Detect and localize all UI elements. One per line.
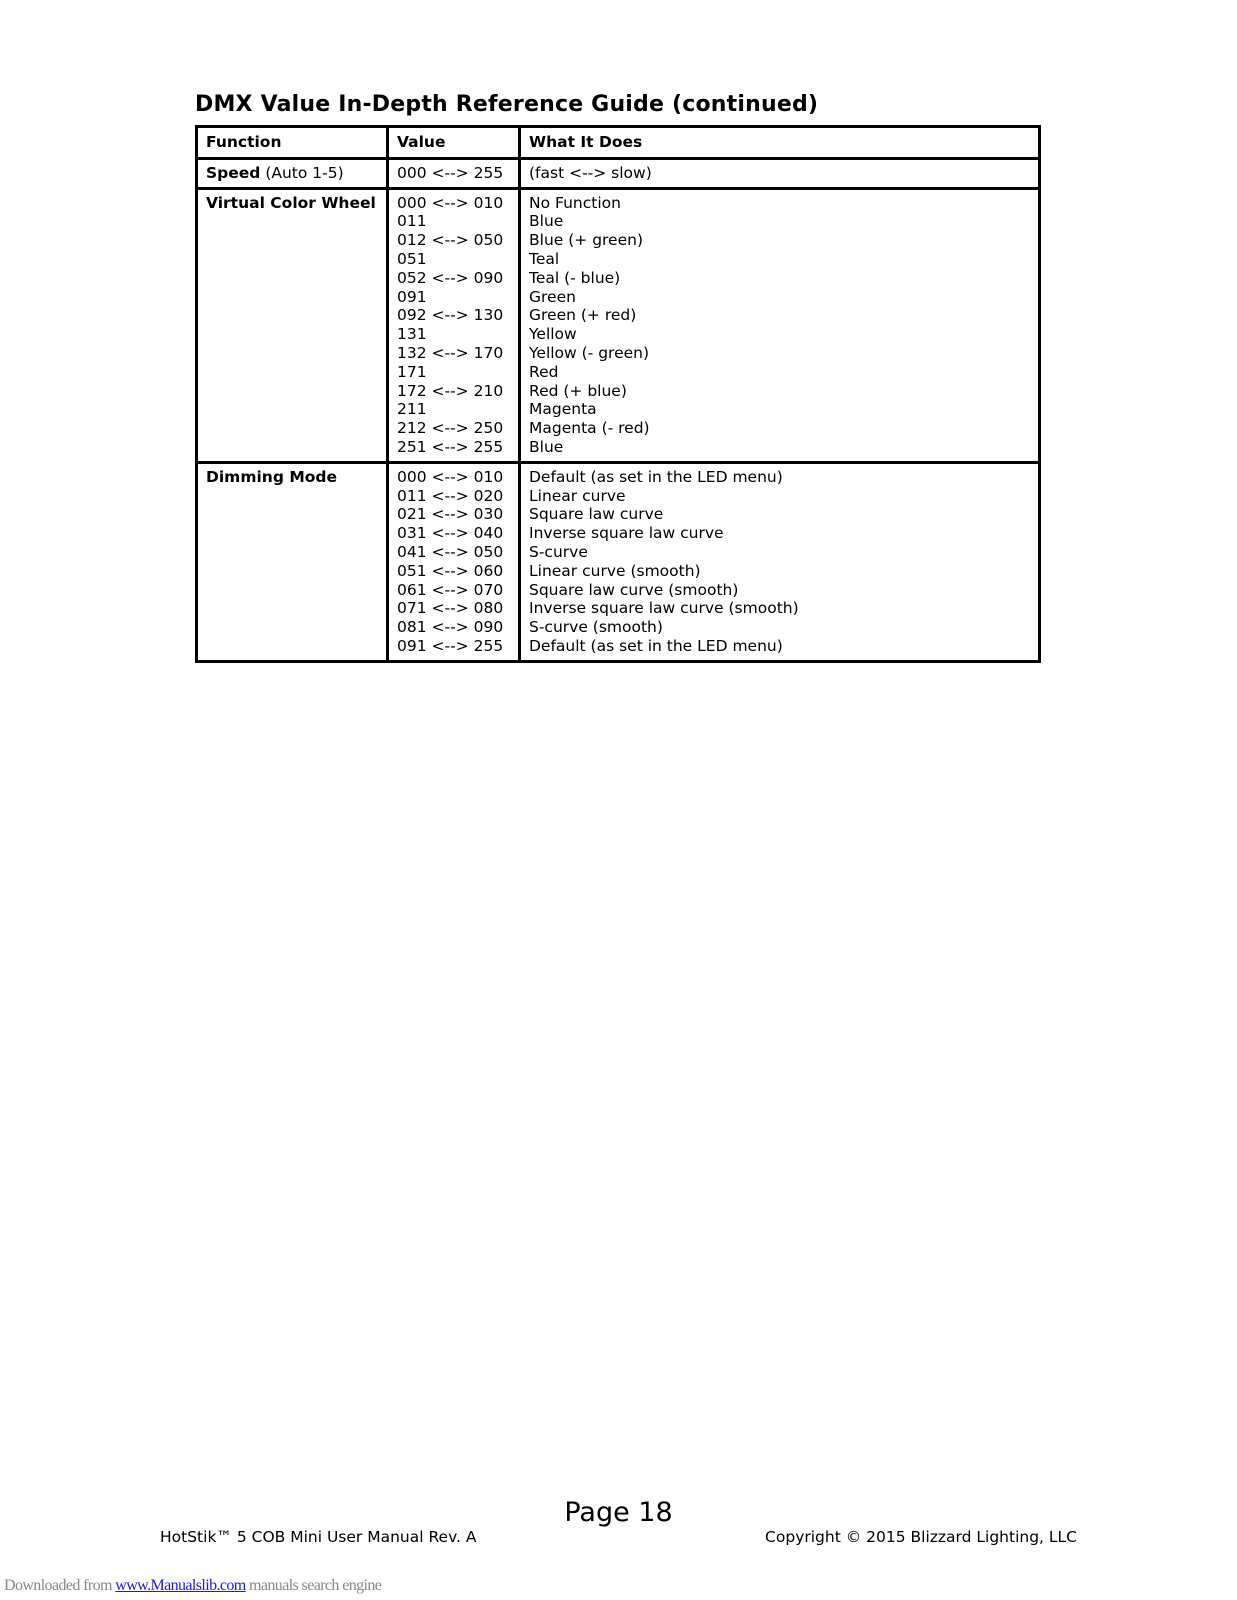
description-line: S-curve <box>529 542 588 561</box>
value-line: 211 <box>397 400 427 419</box>
table-row <box>197 188 1040 462</box>
dmx-reference-table <box>195 125 1041 663</box>
download-prefix: Downloaded from <box>4 1577 116 1594</box>
value-line: 000 <--> 010 <box>397 467 504 486</box>
value-line: 051 <--> 060 <box>397 561 504 580</box>
description-line: Blue <box>529 437 564 456</box>
function-cell <box>197 188 388 462</box>
header-what-it-does: What It Does <box>520 127 1040 159</box>
value-cell <box>388 188 520 462</box>
page-title: DMX Value In-Depth Reference Guide (continued) <box>195 92 819 117</box>
value-line: 052 <--> 090 <box>397 268 504 287</box>
table-row <box>197 462 1040 661</box>
description-line: Blue <box>529 212 564 231</box>
function-name: Speed <box>206 163 261 182</box>
description-line: Linear curve (smooth) <box>529 561 701 580</box>
value-line: 172 <--> 210 <box>397 381 504 400</box>
manualslib-link[interactable]: www.Manualslib.com <box>115 1577 246 1594</box>
value-line: 011 <--> 020 <box>397 486 504 505</box>
description-line: Red <box>529 362 559 381</box>
function-name: Dimming Mode <box>206 467 338 486</box>
manual-name: HotStik™ 5 COB Mini User Manual Rev. A <box>160 1528 477 1546</box>
value-line: 000 <--> 010 <box>397 193 504 212</box>
value-line: 091 <box>397 287 427 306</box>
function-name: Virtual Color Wheel <box>206 193 376 212</box>
description-line: Blue (+ green) <box>529 231 644 250</box>
value-line: 061 <--> 070 <box>397 580 504 599</box>
function-cell <box>197 158 388 188</box>
description-cell <box>520 462 1040 661</box>
description-line: Yellow <box>529 325 577 344</box>
page-number: Page 18 <box>564 1497 673 1528</box>
value-line: 031 <--> 040 <box>397 524 504 543</box>
description-line: Square law curve (smooth) <box>529 580 739 599</box>
description-line: S-curve (smooth) <box>529 618 663 637</box>
value-line: 000 <--> 255 <box>397 163 504 182</box>
value-cell <box>388 462 520 661</box>
description-line: Default (as set in the LED menu) <box>529 636 783 655</box>
value-line: 212 <--> 250 <box>397 419 504 438</box>
header-value: Value <box>388 127 520 159</box>
description-cell <box>520 158 1040 188</box>
value-line: 171 <box>397 362 427 381</box>
download-suffix: manuals search engine <box>245 1577 382 1594</box>
description-line: Linear curve <box>529 486 626 505</box>
value-line: 131 <box>397 325 427 344</box>
table-header-row <box>197 127 1040 159</box>
value-line: 091 <--> 255 <box>397 636 504 655</box>
function-cell <box>197 462 388 661</box>
description-line: No Function <box>529 193 621 212</box>
copyright: Copyright © 2015 Blizzard Lighting, LLC <box>765 1528 1077 1546</box>
description-line: Square law curve <box>529 505 664 524</box>
description-cell <box>520 188 1040 462</box>
value-line: 132 <--> 170 <box>397 343 504 362</box>
description-line: Green (+ red) <box>529 306 637 325</box>
value-line: 092 <--> 130 <box>397 306 504 325</box>
description-line: Teal (- blue) <box>529 268 621 287</box>
value-line: 012 <--> 050 <box>397 231 504 250</box>
description-line: Red (+ blue) <box>529 381 627 400</box>
download-attribution <box>4 1577 381 1595</box>
value-line: 071 <--> 080 <box>397 599 504 618</box>
description-line: Magenta <box>529 400 597 419</box>
description-line: Inverse square law curve <box>529 524 724 543</box>
description-line: Magenta (- red) <box>529 419 650 438</box>
value-line: 021 <--> 030 <box>397 505 504 524</box>
value-cell <box>388 158 520 188</box>
description-line: Green <box>529 287 576 306</box>
value-line: 051 <box>397 249 427 268</box>
value-line: 041 <--> 050 <box>397 542 504 561</box>
table-row <box>197 158 1040 188</box>
description-line: Yellow (- green) <box>529 343 650 362</box>
function-suffix: (Auto 1-5) <box>260 163 344 182</box>
description-line: Default (as set in the LED menu) <box>529 467 783 486</box>
description-line: Teal <box>529 249 560 268</box>
description-line: (fast <--> slow) <box>529 163 652 182</box>
value-line: 251 <--> 255 <box>397 437 504 456</box>
value-line: 011 <box>397 212 427 231</box>
description-line: Inverse square law curve (smooth) <box>529 599 799 618</box>
header-function: Function <box>197 127 388 159</box>
value-line: 081 <--> 090 <box>397 618 504 637</box>
